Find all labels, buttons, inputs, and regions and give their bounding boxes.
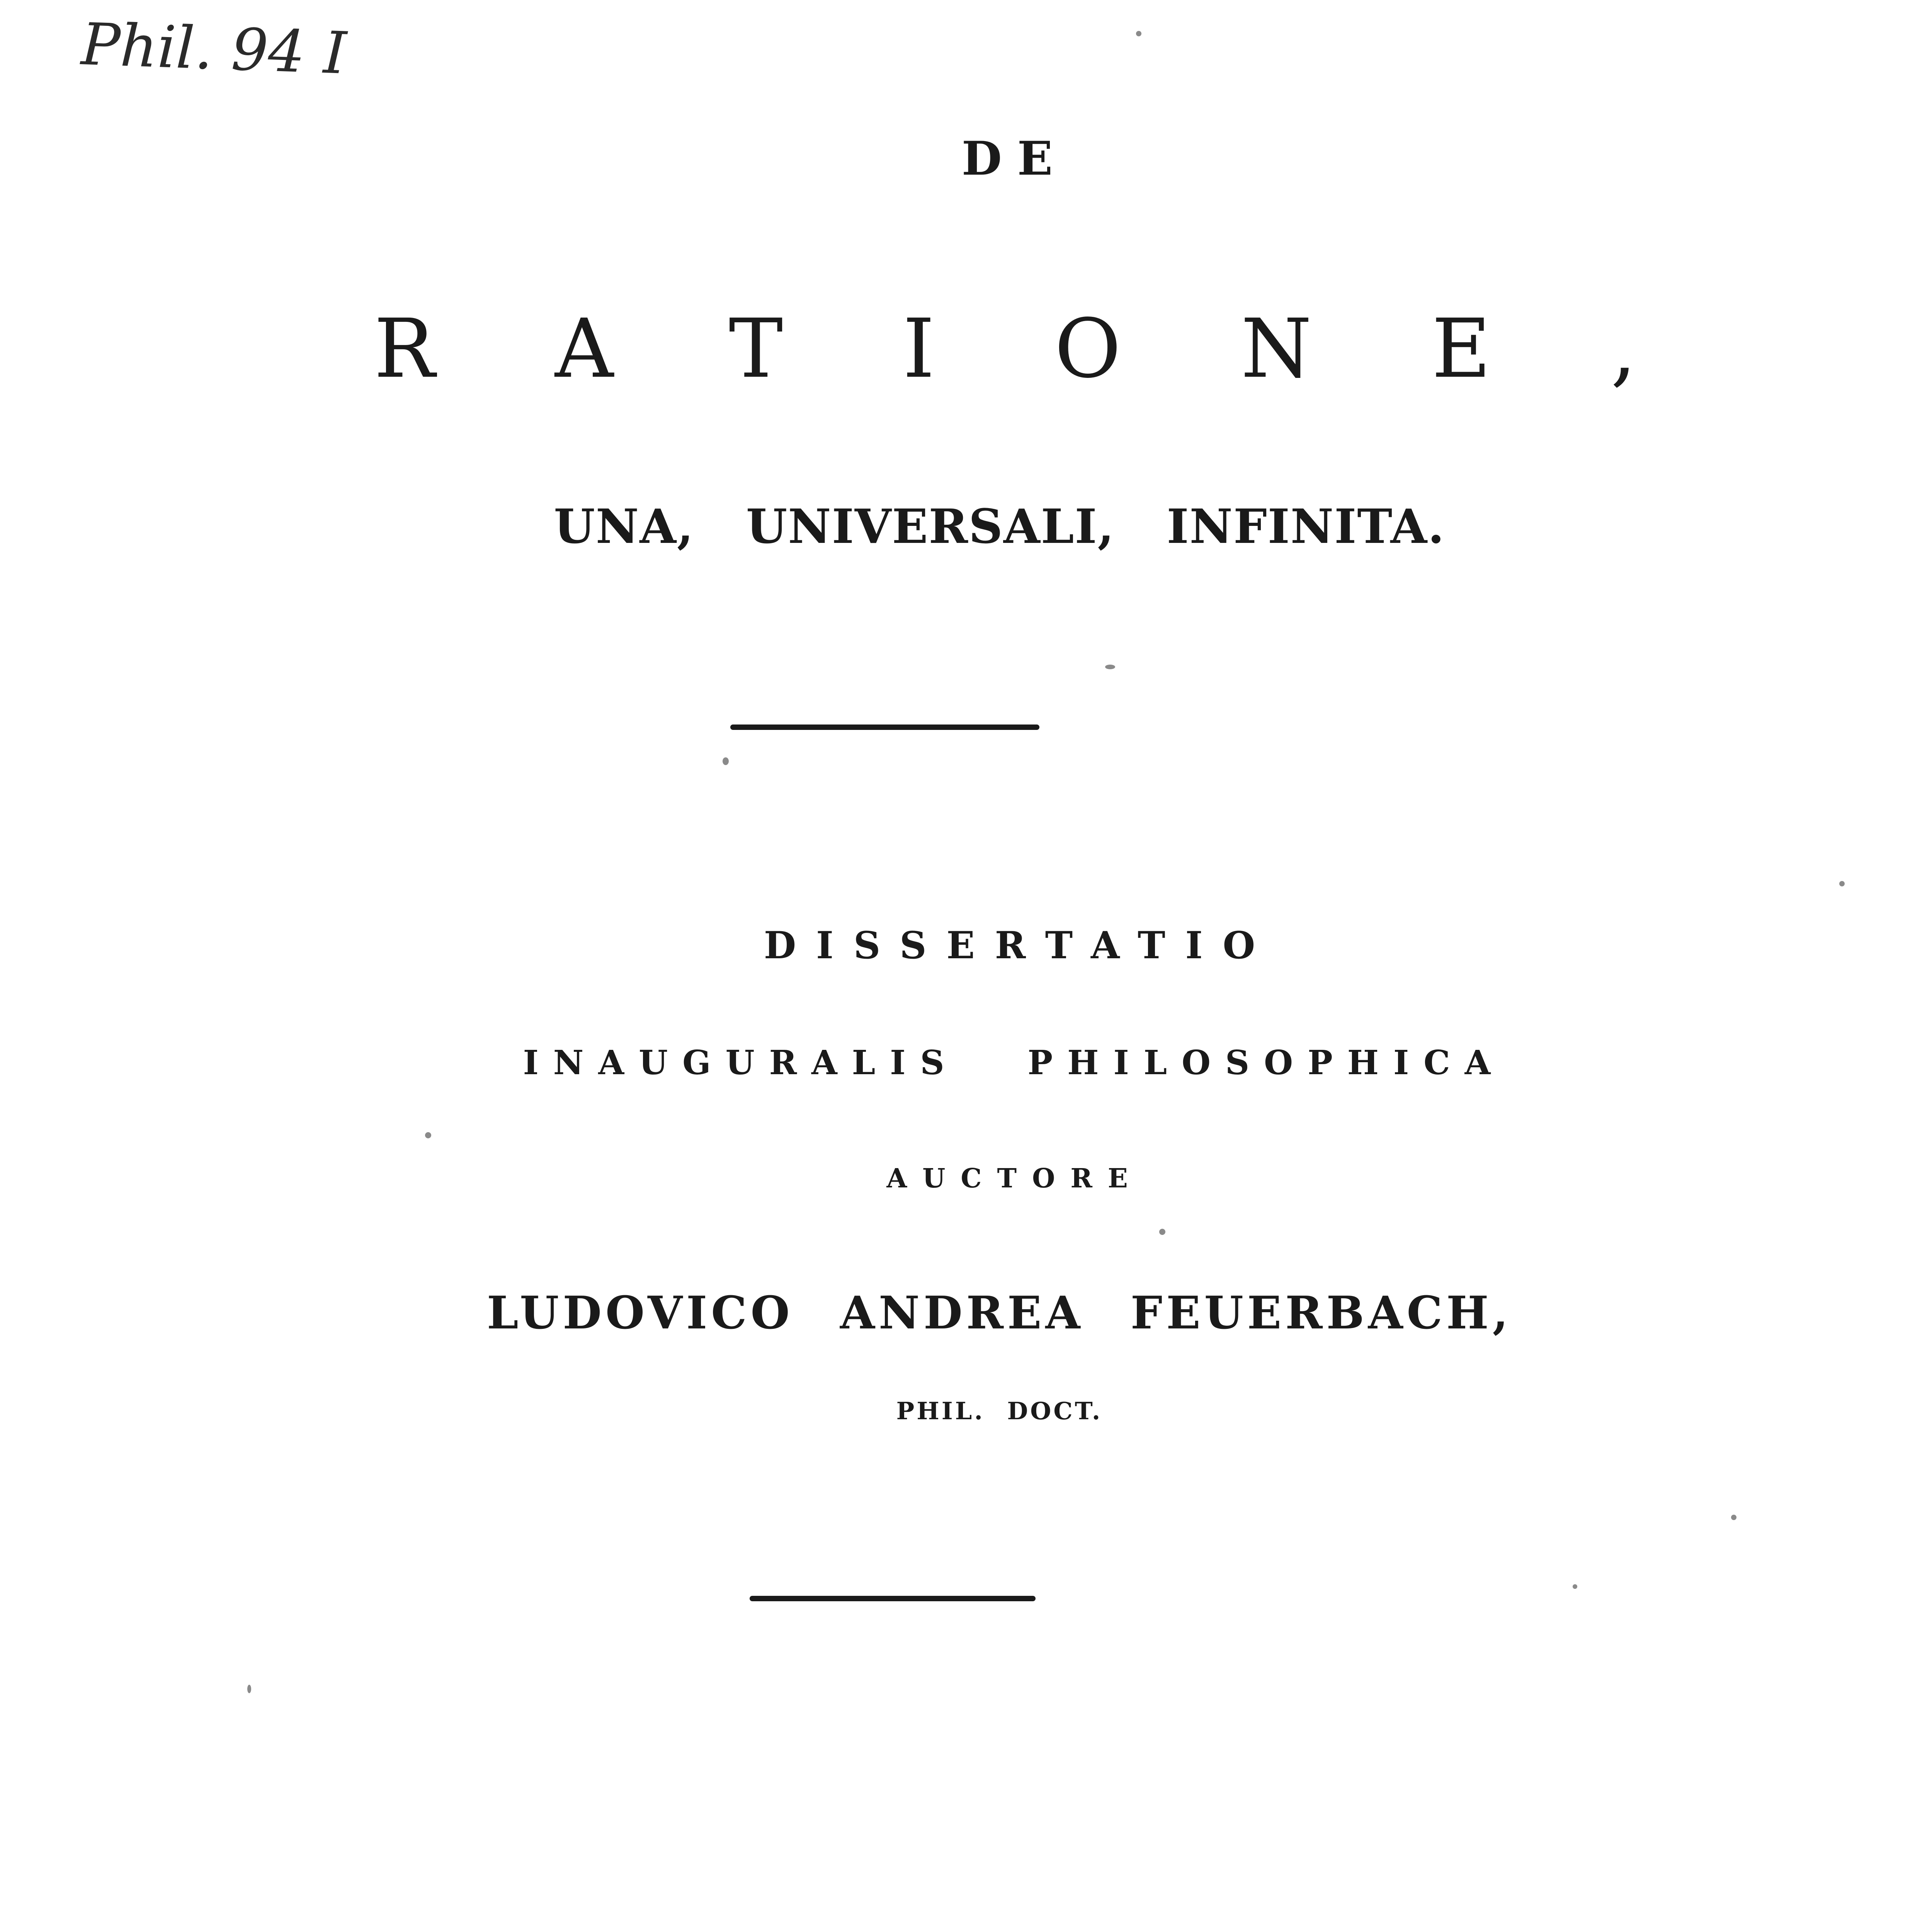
title-de: DE [961,131,1068,186]
author-degree: PHIL. DOCT. [896,1397,1103,1425]
subtitle: UNA, UNIVERSALI, INFINITA. [554,498,1445,554]
author-name: LUDOVICO ANDREA FEUERBACH, [487,1287,1512,1339]
divider-rule-middle [750,1596,1036,1601]
paper-speck [1731,1515,1736,1520]
thesis-type-line-2: INAUGURALIS PHILOSOPHICA [523,1043,1505,1082]
paper-speck [723,757,729,765]
divider-rule-top [730,724,1039,730]
paper-speck [1839,881,1845,886]
paper-speck [1159,1229,1165,1235]
main-title: RATIONE, [374,301,1757,396]
paper-speck [1105,665,1115,669]
thesis-type-line-1: DISSERTATIO [764,923,1276,967]
paper-speck [247,1685,251,1693]
paper-speck [1573,1584,1577,1589]
auctore-label: AUCTORE [886,1163,1143,1194]
paper-speck [425,1132,431,1138]
handwritten-shelfmark: Phil. 94 I [80,11,348,87]
paper-speck [1136,31,1141,36]
